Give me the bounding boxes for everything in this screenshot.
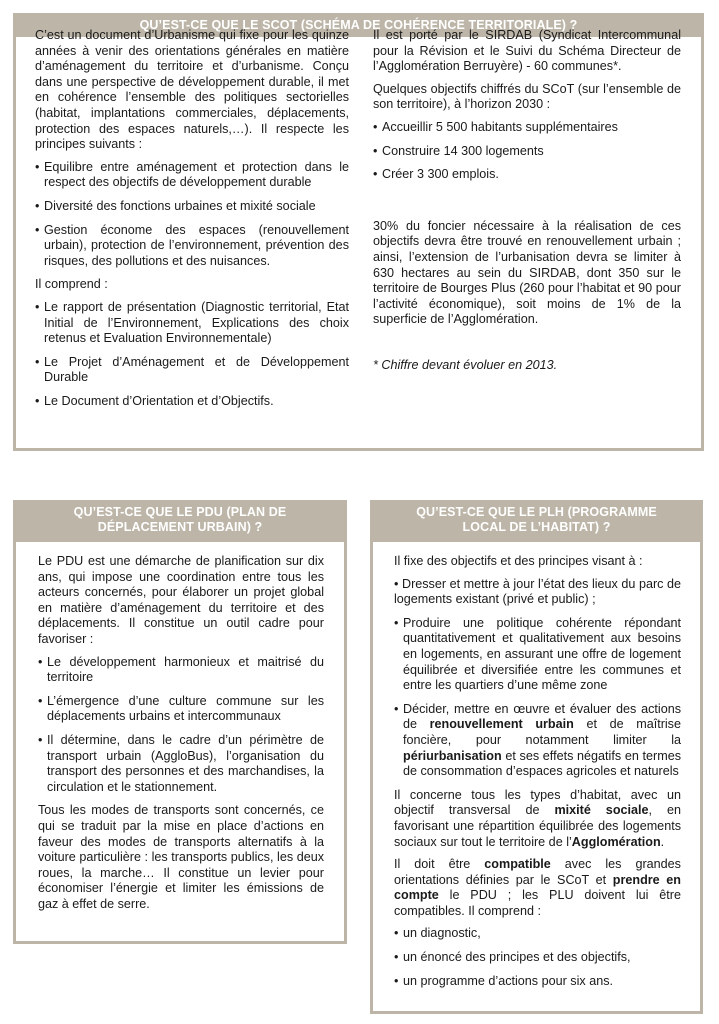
bullet-icon: •	[35, 299, 40, 314]
scot-principles-list	[35, 160, 349, 270]
bullet-icon: •	[373, 119, 378, 134]
scot-section	[13, 13, 704, 451]
bullet-icon: •	[394, 926, 399, 941]
bullet-icon: •	[394, 701, 399, 716]
pdu-section	[13, 500, 347, 944]
scot-footnote: * Chiffre devant évoluer en 2013.	[373, 357, 558, 372]
pdu-body	[38, 554, 324, 919]
bullet-icon: •	[35, 159, 40, 174]
scot-left-column	[35, 28, 349, 417]
scot-components-list	[35, 300, 349, 410]
list-item: • Le Projet d’Aménagement et de Développement Durable	[35, 354, 349, 385]
list-item: • Le rapport de présentation (Diagnostic territorial, Etat Initial de l’Environnement, Explications des choix retenus et Evaluation Environnementale)	[35, 299, 349, 346]
scot-objectives-intro: Quelques objectifs chiffrés du SCoT (sur l’ensemble de son territoire), à l’horizon 2030 :	[373, 81, 681, 112]
plh-body	[394, 554, 681, 997]
pdu-list	[38, 655, 324, 796]
bullet-icon: •	[373, 143, 378, 158]
list-item: • Dresser et mettre à jour l’état des lieux du parc de logements existant (privé et public) ;	[394, 576, 682, 607]
list-item: • L’émergence d’une culture commune sur les déplacements urbains et intercommunaux	[38, 693, 324, 724]
scot-land-paragraph: 30% du foncier nécessaire à la réalisation de ces objectifs devra être trouvé en renouvellement urbain ; ainsi, l’extension de l’urbanisation devra se limiter à 630 hectares au sein du SIRDAB, dont 350 sur le territoire de Bourges Plus (260 pour l’habitat et 90 pour l’activité économique), soit moins de 1% de la superficie de l’Agglomération.	[373, 218, 681, 327]
list-item: • Diversité des fonctions urbaines et mixité sociale	[35, 198, 316, 213]
list-item: • Accueillir 5 500 habitants supplémentaires	[373, 119, 618, 134]
scot-intro: C’est un document d’Urbanisme qui fixe pour les quinze années à venir des orientations générales en matière d’aménagement du territoire et d’urbanisme. Conçu dans une perspective de développement durable, il met en cohérence l’ensemble des politiques sectorielles (habitat, implantations commerciales, déplacements, protection des espaces naturels,…). Il respecte les principes suivants :	[35, 28, 349, 152]
bullet-icon: •	[394, 950, 399, 965]
bullet-icon: •	[35, 354, 40, 369]
pdu-title: QU’EST-CE QUE LE PDU (PLAN DE DÉPLACEMENT URBAIN) ?	[13, 500, 347, 542]
plh-title: QU’EST-CE QUE LE PLH (PROGRAMME LOCAL DE L’HABITAT) ?	[370, 500, 703, 542]
plh-components-list	[394, 926, 681, 989]
list-item: • un programme d’actions pour six ans.	[394, 973, 613, 988]
pdu-outro: Tous les modes de transports sont concernés, ce qui se traduit par la mise en place d’actions en faveur des modes de transports alternatifs à la voiture particulière : les transports publics, les deux roues, la marche… Il constitue un levier pour économiser l’énergie et limiter les émissions de gaz à effet de serre.	[38, 803, 324, 911]
scot-comprend-label: Il comprend :	[35, 277, 108, 292]
scot-title: QU’EST-CE QUE LE SCOT (SCHÉMA DE COHÉRENCE TERRITORIALE) ?	[13, 13, 704, 37]
plh-intro: Il fixe des objectifs et des principes visant à :	[394, 554, 643, 568]
bullet-icon: •	[394, 576, 399, 591]
bullet-icon: •	[394, 615, 399, 630]
bullet-icon: •	[38, 732, 43, 747]
bullet-icon: •	[35, 198, 40, 213]
bullet-icon: •	[38, 693, 43, 708]
bullet-icon: •	[38, 654, 43, 669]
list-item: • Le Document d’Orientation et d’Objectifs.	[35, 393, 274, 408]
scot-objectives-list	[373, 120, 681, 183]
list-item: • Décider, mettre en œuvre et évaluer des actions de renouvellement urbain et de maîtrise foncière, pour notamment limiter la périurbanisation et ses effets négatifs en termes de consommation d’espaces agricoles et naturels	[394, 701, 681, 779]
plh-compat: Il doit être compatible avec les grandes orientations définies par le SCoT et prendre en compte le PDU ; les PLU doivent lui être compatibles. Il comprend :	[394, 857, 681, 918]
list-item: • Le développement harmonieux et maitrisé du territoire	[38, 654, 324, 685]
list-item: • Gestion économe des espaces (renouvellement urbain), protection de l’environnement, prévention des risques, des pollutions et des nuisances.	[35, 222, 349, 268]
list-item: • Construire 14 300 logements	[373, 143, 544, 158]
bullet-icon: •	[35, 393, 40, 408]
list-item: • Créer 3 300 emplois.	[373, 167, 499, 182]
plh-section	[370, 500, 703, 1014]
scot-right-column	[373, 28, 681, 381]
bullet-icon: •	[35, 222, 40, 237]
list-item: • un énoncé des principes et des objectifs,	[394, 950, 631, 965]
scot-carrier: Il est porté par le SIRDAB (Syndicat Intercommunal pour la Révision et le Suivi du Schéma Directeur de l’Agglomération Berruyère) - 60 communes*.	[373, 28, 681, 74]
plh-list	[394, 577, 681, 780]
list-item: • un diagnostic,	[394, 926, 481, 941]
list-item: • Produire une politique cohérente répondant quantitativement et qualitativement aux besoins en logements, en assurant une offre de logement équilibrée et diversifiée entre les communes et entre les quartiers d’une même zone	[394, 615, 681, 693]
bullet-icon: •	[373, 167, 378, 182]
bullet-icon: •	[394, 973, 399, 988]
plh-concern: Il concerne tous les types d’habitat, avec un objectif transversal de mixité sociale, en favorisant une répartition équilibrée des logements sociaux sur tout le territoire de l’Agglomération.	[394, 787, 682, 849]
list-item: • Il détermine, dans le cadre d’un périmètre de transport urbain (AggloBus), l’organisation du transport des personnes et des marchandises, la circulation et le stationnement.	[38, 732, 324, 794]
list-item: • Equilibre entre aménagement et protection dans le respect des objectifs de développement durable	[35, 159, 349, 190]
pdu-intro: Le PDU est une démarche de planification sur dix ans, qui impose une coordination entre tous les acteurs concernés, pour élaborer un projet global en matière d’aménagement du territoire et des déplacements. Il constitue un outil cadre pour favoriser :	[38, 554, 324, 646]
